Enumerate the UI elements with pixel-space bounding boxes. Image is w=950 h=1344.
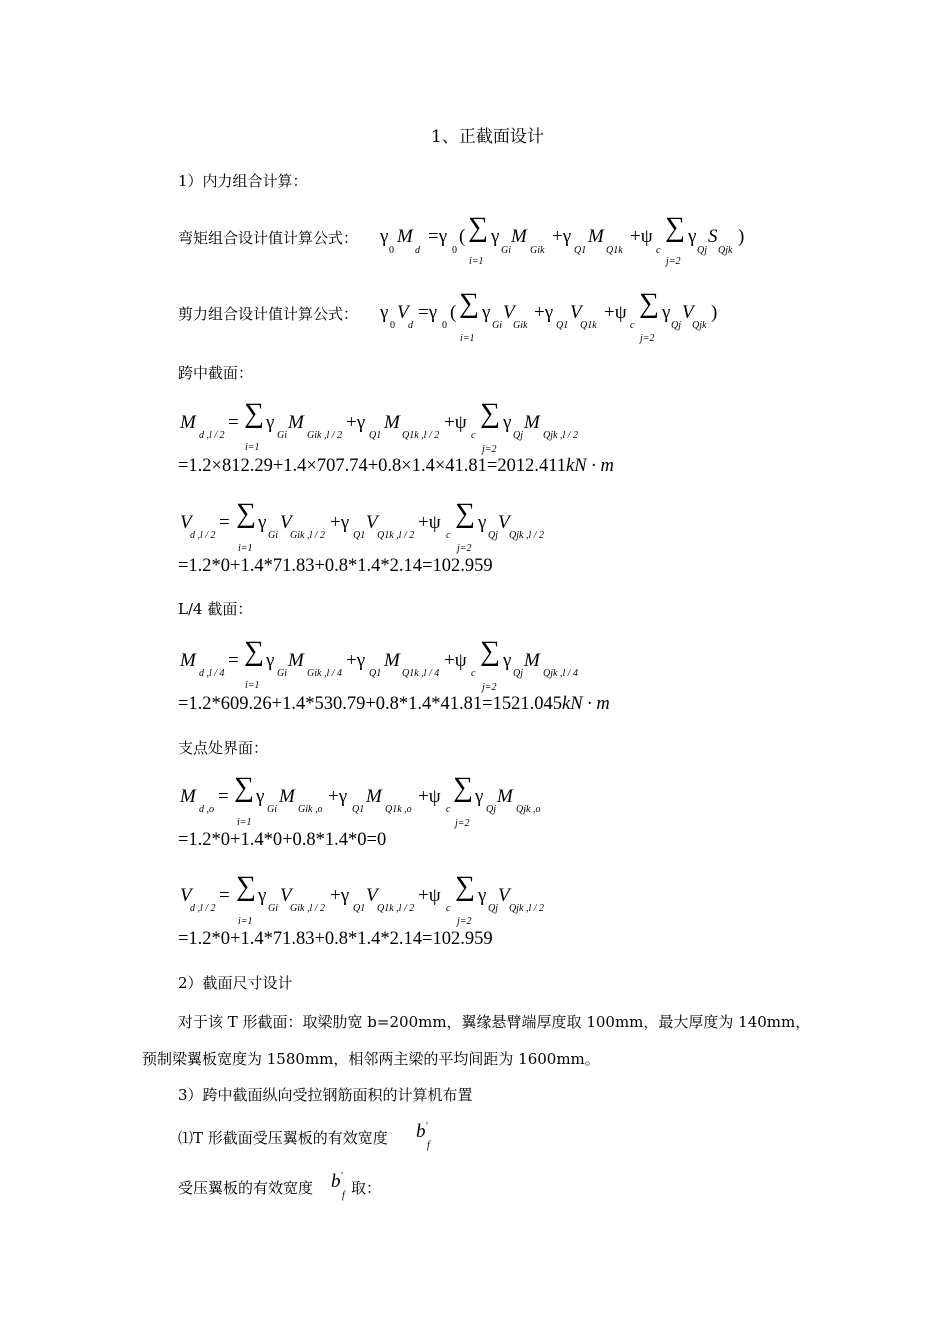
document-page: 1、正截面设计 1）内力组合计算： 弯矩组合设计值计算公式： γ 0 M d =γ 0 ( ∑ i=1 γ Gi M Gik +γ Q1 M Q1k +ψ c ∑ j=2 γ Qj S Qjk ) 剪力组合设计值计算公式： γ 0 V d =γ 0 ( ∑ i=1 γ Gi V Gik +γ Q1 V Q1k +ψ c ∑ j=2 γ Qj V Qjk ) 跨中截面： M d ,l / 2 = ∑ i=1 γ Gi M Gik ,l / 2 +γ Q1 M Q1k ,l / 2 +ψ c ∑ j=2 γ Qj M Qjk ,l / 2 =1.2×812.29+1.4×707.74+0.8×1.4×41.81=2012.411kN · m V d ,l / 2 = ∑ i=1 γ Gi V Gik ,l / 2 +γ Q1 V Q1k ,l / 2 +ψ c ∑ j=2 γ Qj V Qjk ,l / 2 =1.2*0+1.4*71.83+0.8*1.4*2.14=102.959 L/4 截面： M d ,l / 4 = ∑ i=1 γ Gi M Gik ,l / 4 +γ Q1 M Q1k ,l / 4 +ψ c ∑ j=2 γ Qj M Qjk ,l / 4 =1.2*609.26+1.4*530.79+0.8*1.4*41.81=1521.045kN · m 支点处界面： M d ,o = ∑ i=1 γ Gi M Gik ,o +γ Q1 M Q1k ,o +ψ c ∑ j=2 γ Qj M Qjk ,o =1.2*0+1.4*0+0.8*1.4*0=0 V d ,l / 2 = ∑ i=1 γ Gi V Gik ,l / 2 +γ Q1 V Q1k ,l / 2 +ψ c ∑ j=2 γ Qj V Qjk ,l / 2 =1.2*0+1.4*71.83+0.8*1.4*2.14=102.959 2）截面尺寸设计 对于该 T 形截面：取梁肋宽 b=200mm，翼缘悬臂端厚度取 100mm，最大厚度为 140mm， 预制梁翼板宽度为 1580mm，相邻两主梁的平均间距为 1600mm。 3）跨中截面纵向受拉钢筋面积的计算机布置 ⑴T 形截面受压翼板的有效宽度 b ′ f 受压翼板的有效宽度 b ′ f 取： bbox=[0, 0, 950, 1344]
quarter-moment-result-line bbox=[178, 694, 610, 715]
midspan-moment-result: =1.2×812.29+1.4×707.74+0.8×1.4×41.81=2012.411 bbox=[178, 456, 567, 476]
heading-rebar-layout: 3）跨中截面纵向受拉钢筋面积的计算机布置 bbox=[178, 1086, 473, 1104]
effective-width-label-2: 受压翼板的有效宽度 bbox=[178, 1179, 314, 1197]
quarter-moment-result: =1.2*609.26+1.4*530.79+0.8*1.4*41.81=1521.045 bbox=[178, 694, 562, 714]
heading-midspan: 跨中截面： bbox=[178, 364, 254, 382]
effective-width-suffix: 取： bbox=[351, 1179, 382, 1197]
shear-formula-label: 剪力组合设计值计算公式： bbox=[178, 305, 359, 323]
support-moment-result: =1.2*0+1.4*0+0.8*1.4*0=0 bbox=[178, 830, 387, 850]
section-title: 1、正截面设计 bbox=[431, 127, 544, 147]
heading-quarter-span: L/4 截面： bbox=[178, 600, 253, 618]
effective-width-label-1: ⑴T 形截面受压翼板的有效宽度 bbox=[178, 1129, 388, 1147]
quarter-moment-unit: kN · m bbox=[561, 694, 610, 714]
midspan-moment-result-line bbox=[178, 456, 614, 477]
midspan-moment-unit: kN · m bbox=[566, 456, 614, 476]
heading-section-size: 2）截面尺寸设计 bbox=[178, 974, 293, 992]
support-shear-result: =1.2*0+1.4*71.83+0.8*1.4*2.14=102.959 bbox=[178, 929, 493, 949]
section-size-text-line-1: 对于该 T 形截面：取梁肋宽 b=200mm，翼缘悬臂端厚度取 100mm，最大厚度为 140mm， bbox=[178, 1013, 811, 1031]
moment-formula-label: 弯矩组合设计值计算公式： bbox=[178, 229, 359, 247]
midspan-shear-result: =1.2*0+1.4*71.83+0.8*1.4*2.14=102.959 bbox=[178, 556, 493, 576]
heading-support: 支点处界面： bbox=[178, 739, 269, 757]
heading-internal-force: 1）内力组合计算： bbox=[178, 172, 308, 190]
section-size-text-line-2: 预制梁翼板宽度为 1580mm，相邻两主梁的平均间距为 1600mm。 bbox=[142, 1050, 600, 1068]
